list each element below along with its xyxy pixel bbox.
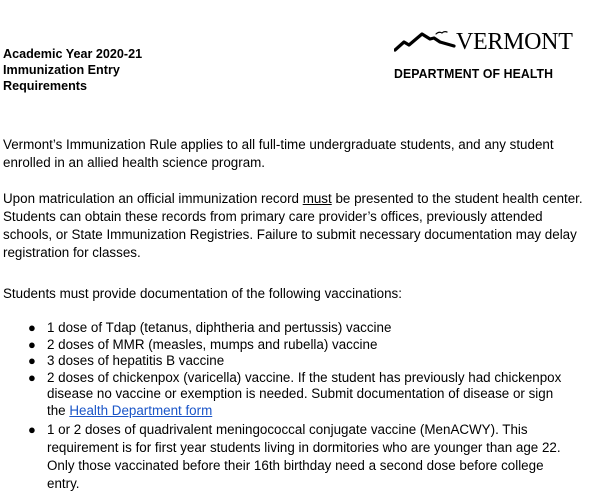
vaccine-text: 1 dose of Tdap (tetanus, diphtheria and pertussis) vaccine bbox=[47, 320, 392, 335]
list-item bbox=[0, 337, 594, 354]
health-department-form-link[interactable]: Health Department form bbox=[69, 402, 213, 418]
bullet-icon: ● bbox=[28, 336, 36, 352]
mountain-bird-icon bbox=[394, 30, 456, 56]
title-line-2: Immunization Entry bbox=[3, 63, 120, 77]
bullet-icon: ● bbox=[28, 353, 36, 368]
logo-vermont-text: VERMONT bbox=[456, 29, 573, 55]
title-line-3: Requirements bbox=[3, 79, 87, 93]
bullet-icon: ● bbox=[28, 320, 36, 335]
title-line-1: Academic Year 2020-21 bbox=[3, 47, 143, 61]
vaccinations-intro: Students must provide documentation of the following vaccinations: bbox=[3, 286, 402, 301]
vaccine-text: 1 or 2 doses of quadrivalent meningococcal conjugate vaccine (MenACWY). This requirement is for first year students living in dormitories who are younger than age 22. Only those vaccinated before their 16th birthday need a second dose before college entry. bbox=[47, 422, 561, 491]
vaccine-text: 2 doses of MMR (measles, mumps and rubella) vaccine bbox=[47, 336, 378, 352]
document-title bbox=[3, 46, 142, 94]
list-item bbox=[0, 421, 594, 493]
vermont-health-logo bbox=[394, 26, 573, 82]
bullet-icon: ● bbox=[28, 422, 36, 437]
vaccination-list bbox=[0, 320, 594, 493]
matriculation-paragraph bbox=[3, 190, 583, 262]
list-item bbox=[0, 370, 594, 420]
p2-text-start: Upon matriculation an official immunization record bbox=[3, 191, 303, 206]
p2-text-end: be presented to the student health center. Students can obtain these records from primary care provider’s offices, previously attended schools, or State Immunization Registries. Failure to submit necessary documentation may delay registration for classes. bbox=[3, 191, 583, 260]
vaccine-text: 2 doses of chickenpox (varicella) vaccine. If the student has previously had chickenpox disease no vaccine or exemption is needed. Submit documentation of disease or sign the bbox=[47, 369, 562, 418]
p2-emphasis: must bbox=[302, 191, 332, 206]
list-item bbox=[0, 320, 594, 337]
vaccine-text: 3 doses of hepatitis B vaccine bbox=[47, 353, 225, 368]
bullet-icon: ● bbox=[28, 369, 36, 385]
list-item bbox=[0, 353, 594, 370]
intro-paragraph: Vermont’s Immunization Rule applies to all full-time undergraduate students, and any student enrolled in an allied health science program. bbox=[3, 137, 554, 170]
logo-department-text: DEPARTMENT OF HEALTH bbox=[394, 66, 554, 81]
